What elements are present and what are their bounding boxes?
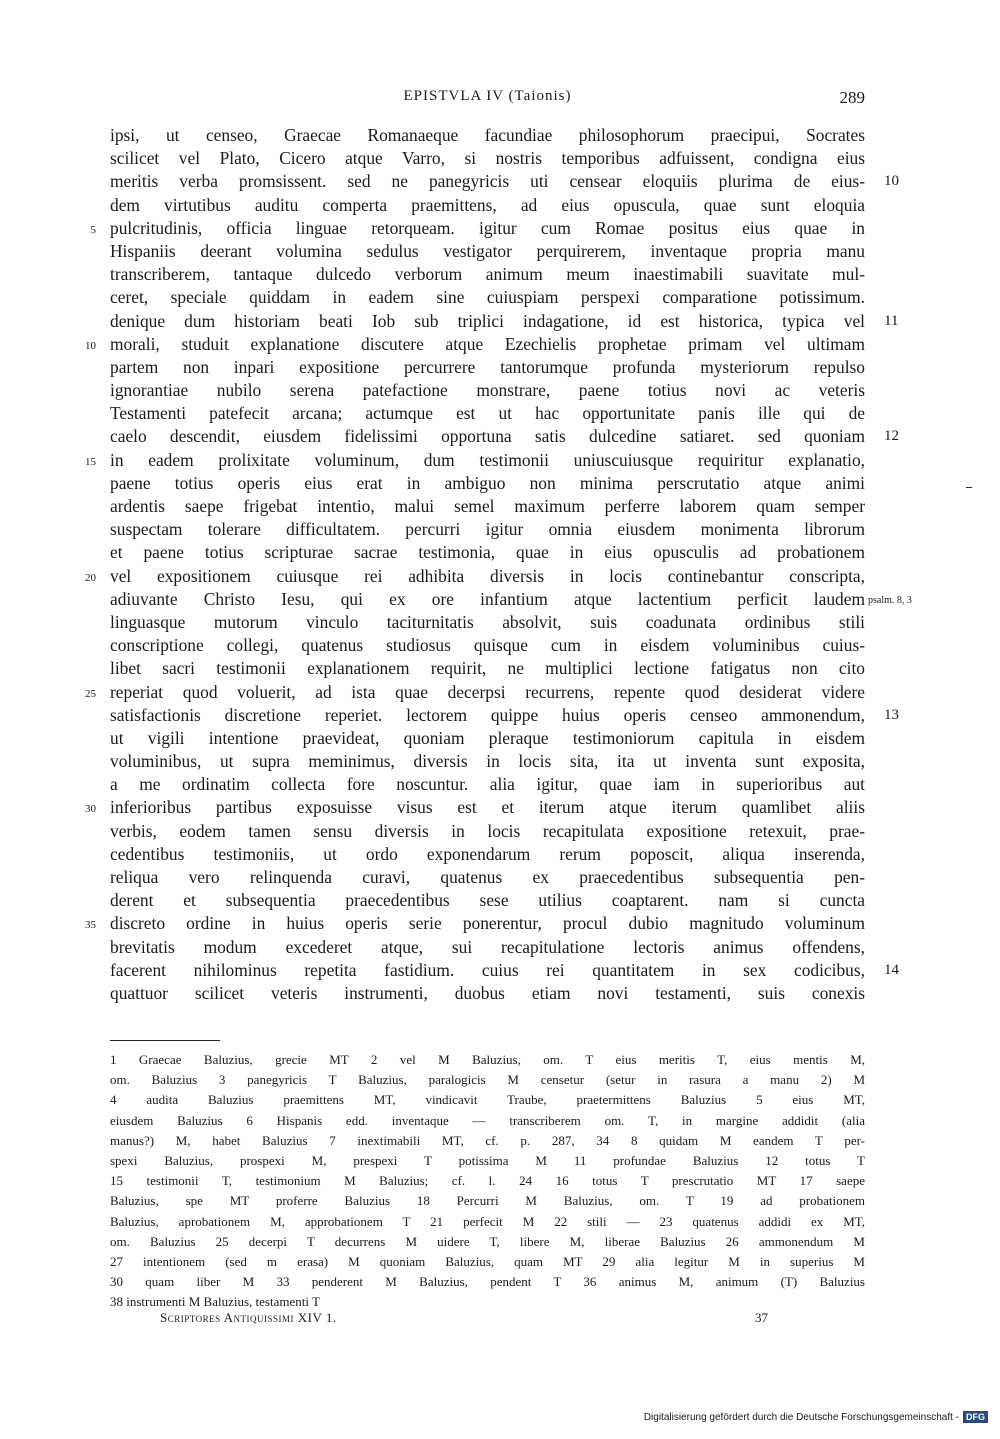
text-line xyxy=(0,124,1000,147)
line-text: partem non inpari expositione percurrere tantorumque profunda mysteriorum repulso xyxy=(110,356,865,377)
line-text: discreto ordine in huius operis serie ponerentur, procul dubio magnitudo voluminum xyxy=(110,913,865,934)
text-line xyxy=(0,147,1000,170)
line-text: reliqua vero relinquenda curavi, quatenus ex praecedentibus subsequentia pen- xyxy=(110,867,865,887)
line-text: linguasque mutorum vinculo taciturnitatis absolvit, suis coadunata ordinibus stili xyxy=(110,611,865,632)
line-text: conscriptione collegi, quatenus studiosus quisque cum in eisdem voluminibus cuius- xyxy=(110,635,865,656)
line-text: inferioribus partibus exposuisse visus est et iterum atque iterum quamlibet aliis xyxy=(110,797,865,818)
apparatus-line: Baluzius, spe MT proferre Baluzius 18 Percurri M Baluzius, om. T 19 ad probationem xyxy=(110,1193,865,1209)
apparatus-line: eiusdem Baluzius 6 Hispanis edd. inventaque — transcriberem om. T, in margine addidit (alia xyxy=(110,1112,865,1128)
line-number: 25 xyxy=(85,687,96,700)
text-line xyxy=(0,495,1000,518)
text-line xyxy=(0,170,1000,193)
text-line xyxy=(0,310,1000,333)
apparatus-line: om. Baluzius 25 decerpi T decurrens M uidere T, libere M, liberae Baluzius 26 ammonendum M xyxy=(110,1233,865,1249)
main-text xyxy=(0,124,1000,1005)
page-number: 289 xyxy=(839,88,865,107)
text-line xyxy=(0,750,1000,773)
text-line xyxy=(0,681,1000,704)
text-line xyxy=(0,727,1000,750)
line-text: libet sacri testimonii explanationem requirit, ne multiplici lectione fatigatus non cito xyxy=(110,658,865,679)
line-text: suspectam tolerare difficultatem. percurri igitur omnia eiusdem monimenta librorum xyxy=(110,519,865,540)
page-footer xyxy=(110,1310,865,1330)
digitization-credit xyxy=(644,1411,988,1423)
text-line xyxy=(0,263,1000,286)
text-line xyxy=(0,843,1000,866)
text-line xyxy=(0,889,1000,912)
apparatus-line: 1 Graecae Baluzius, grecie MT 2 vel M Baluzius, om. T eius meritis T, eius mentis M, xyxy=(110,1052,865,1067)
text-line xyxy=(0,286,1000,309)
text-line xyxy=(0,333,1000,356)
margin-reference: 10 xyxy=(884,173,899,190)
text-line xyxy=(0,912,1000,935)
line-text: et paene totius scripturae sacrae testimonia, quae in eius opusculis ad probationem xyxy=(110,542,865,563)
text-line xyxy=(0,634,1000,657)
line-text: quattuor scilicet veteris instrumenti, duobus etiam novi testamenti, suis conexis xyxy=(110,982,865,1003)
line-text: denique dum historiam beati Iob sub triplici indagatione, id est historica, typica vel xyxy=(110,310,865,331)
line-text: brevitatis modum excederet atque, sui recapitulatione lectoris animus offendens, xyxy=(110,936,865,957)
line-text: derent et subsequentia praecedentibus sese utilius coaptarent. nam si cuncta xyxy=(110,890,865,911)
text-line xyxy=(0,472,1000,495)
dfg-logo: DFG xyxy=(963,1411,988,1423)
text-line xyxy=(0,356,1000,379)
text-line xyxy=(0,425,1000,448)
line-text: cedentibus testimoniis, ut ordo exponendarum rerum poposcit, aliqua inserenda, xyxy=(110,843,865,864)
line-number: 10 xyxy=(85,339,96,352)
line-text: a me ordinatim collecta fore noscuntur. alia igitur, quae iam in superioribus aut xyxy=(110,774,865,795)
apparatus-line: 38 instrumenti M Baluzius, testamenti T xyxy=(110,1294,320,1310)
text-line xyxy=(0,657,1000,680)
line-text: meritis verba promsissent. sed ne panegyricis uti censear eloquiis plurima de eius- xyxy=(110,171,865,192)
line-text: in eadem prolixitate voluminum, dum testimonii uniuscuiusque requiritur explanatio, xyxy=(110,449,865,470)
line-text: Testamenti patefecit arcana; actumque est ut hac opportunitate panis ille qui de xyxy=(110,403,865,424)
text-line xyxy=(0,588,1000,611)
line-text: ardentis saepe frigebat intentio, malui semel maximum perferre laborem quam semper xyxy=(110,496,865,516)
text-line xyxy=(0,194,1000,217)
line-text: caelo descendit, eiusdem fidelissimi opportuna satis dulcedine satiaret. sed quoniam xyxy=(110,426,865,447)
text-line xyxy=(0,217,1000,240)
line-text: Hispaniis deerant volumina sedulus vestigator perquirerem, inventaque propria manu xyxy=(110,240,865,261)
margin-reference: 13 xyxy=(884,706,899,723)
line-text: ut vigili intentione praevideat, quoniam pleraque testimoniorum capitula in eisdem xyxy=(110,727,865,748)
series-title: Scriptores Antiquissimi XIV 1. xyxy=(160,1310,337,1325)
apparatus-line: Baluzius, aprobationem M, approbationem T 21 perfecit M 22 stili — 23 quatenus addidi ex MT, xyxy=(110,1213,865,1229)
critical-apparatus xyxy=(110,1050,865,1312)
line-text: dem virtutibus auditu comperta praemittens, ad eius opuscula, quae sunt eloquia xyxy=(110,194,865,215)
text-line xyxy=(0,704,1000,727)
line-text: scilicet vel Plato, Cicero atque Varro, si nostris temporibus adfuissent, condigna eius xyxy=(110,148,865,169)
text-line xyxy=(0,796,1000,819)
text-line xyxy=(0,449,1000,472)
text-line xyxy=(0,565,1000,588)
apparatus-line: 30 quam liber M 33 penderent M Baluzius, pendent T 36 animus M, animum (T) Baluzius xyxy=(110,1274,865,1290)
text-line xyxy=(0,541,1000,564)
line-text: pulcritudinis, officia linguae retorqueam. igitur cum Romae positus eius quae in xyxy=(110,217,865,238)
running-header xyxy=(110,88,865,112)
text-line xyxy=(0,240,1000,263)
sheet-number: 37 xyxy=(755,1310,768,1325)
line-text: morali, studuit explanatione discutere atque Ezechielis prophetae primam vel ultimam xyxy=(110,333,865,354)
line-text: ceret, speciale quiddam in eadem sine cuiuspiam perspexi comparatione potissimum. xyxy=(110,287,865,308)
line-number: 30 xyxy=(85,803,96,816)
line-text: reperiat quod voluerit, ad ista quae decerpsi recurrens, repente quod desiderat videre xyxy=(110,681,865,702)
text-line xyxy=(0,959,1000,982)
running-title: EPISTVLA IV (Taionis) xyxy=(403,88,572,104)
text-line xyxy=(0,936,1000,959)
apparatus-line: manus?) M, habet Baluzius 7 inextimabili MT, cf. p. 287, 34 8 quidam M eandem T per- xyxy=(110,1132,865,1148)
line-text: verbis, eodem tamen sensu diversis in locis recapitulata expositione retexuit, prae- xyxy=(110,820,865,841)
apparatus-line: om. Baluzius 3 panegyricis T Baluzius, paralogicis M censetur (setur in rasura a manu 2) M xyxy=(110,1072,865,1088)
line-text: vel expositionem cuiusque rei adhibita diversis in locis continebantur conscripta, xyxy=(110,565,865,586)
line-text: adiuvante Christo Iesu, qui ex ore infantium atque lactentium perficit laudem xyxy=(110,588,865,609)
line-text: facerent nihilominus repetita fastidium. cuius rei quantitatem in sex codicibus, xyxy=(110,959,865,980)
line-number: 35 xyxy=(85,919,96,932)
line-text: ignorantiae nubilo serena patefactione monstrare, paene totius novi ac veteris xyxy=(110,380,865,401)
margin-reference: 11 xyxy=(884,312,899,329)
line-text: paene totius operis eius erat in ambiguo non minima perscrutatio atque animi xyxy=(110,472,865,493)
text-line xyxy=(0,982,1000,1005)
line-text: voluminibus, ut supra meminimus, diversis in locis sita, ita ut inventa sunt exposita, xyxy=(110,751,865,772)
footnote-rule xyxy=(110,1040,220,1041)
apparatus-line: 15 testimonii T, testimonium M Baluzius; cf. l. 24 16 totus T prescrutatio MT 17 saepe xyxy=(110,1173,865,1189)
apparatus-line: spexi Baluzius, prospexi M, prespexi T potissima M 11 profundae Baluzius 12 totus T xyxy=(110,1152,865,1168)
text-line xyxy=(0,773,1000,796)
text-line xyxy=(0,820,1000,843)
edge-mark xyxy=(966,487,972,488)
margin-reference: psalm. 8, 3 xyxy=(868,594,912,606)
text-line xyxy=(0,611,1000,634)
line-number: 15 xyxy=(85,455,96,468)
text-line xyxy=(0,402,1000,425)
line-number: 20 xyxy=(85,571,96,584)
line-text: satisfactionis discretione reperiet. lectorem quippe huius operis censeo ammonendum, xyxy=(110,704,865,725)
line-text: transcriberem, tantaque dulcedo verborum animum meum inaestimabili suavitate mul- xyxy=(110,264,865,285)
apparatus-line: 4 audita Baluzius praemittens MT, vindicavit Traube, praetermittens Baluzius 5 eius MT, xyxy=(110,1092,865,1108)
text-line xyxy=(0,518,1000,541)
credit-text: Digitalisierung gefördert durch die Deutsche Forschungsgemeinschaft - xyxy=(643,1411,959,1423)
line-text: ipsi, ut censeo, Graecae Romanaeque facundiae philosophorum praecipui, Socrates xyxy=(110,125,865,145)
line-number: 5 xyxy=(90,223,96,236)
text-line xyxy=(0,866,1000,889)
margin-reference: 14 xyxy=(884,961,899,978)
text-line xyxy=(0,379,1000,402)
margin-reference: 12 xyxy=(884,428,899,445)
apparatus-line: 27 intentionem (sed m erasa) M quoniam Baluzius, quam MT 29 alia legitur M in superius M xyxy=(110,1253,865,1269)
